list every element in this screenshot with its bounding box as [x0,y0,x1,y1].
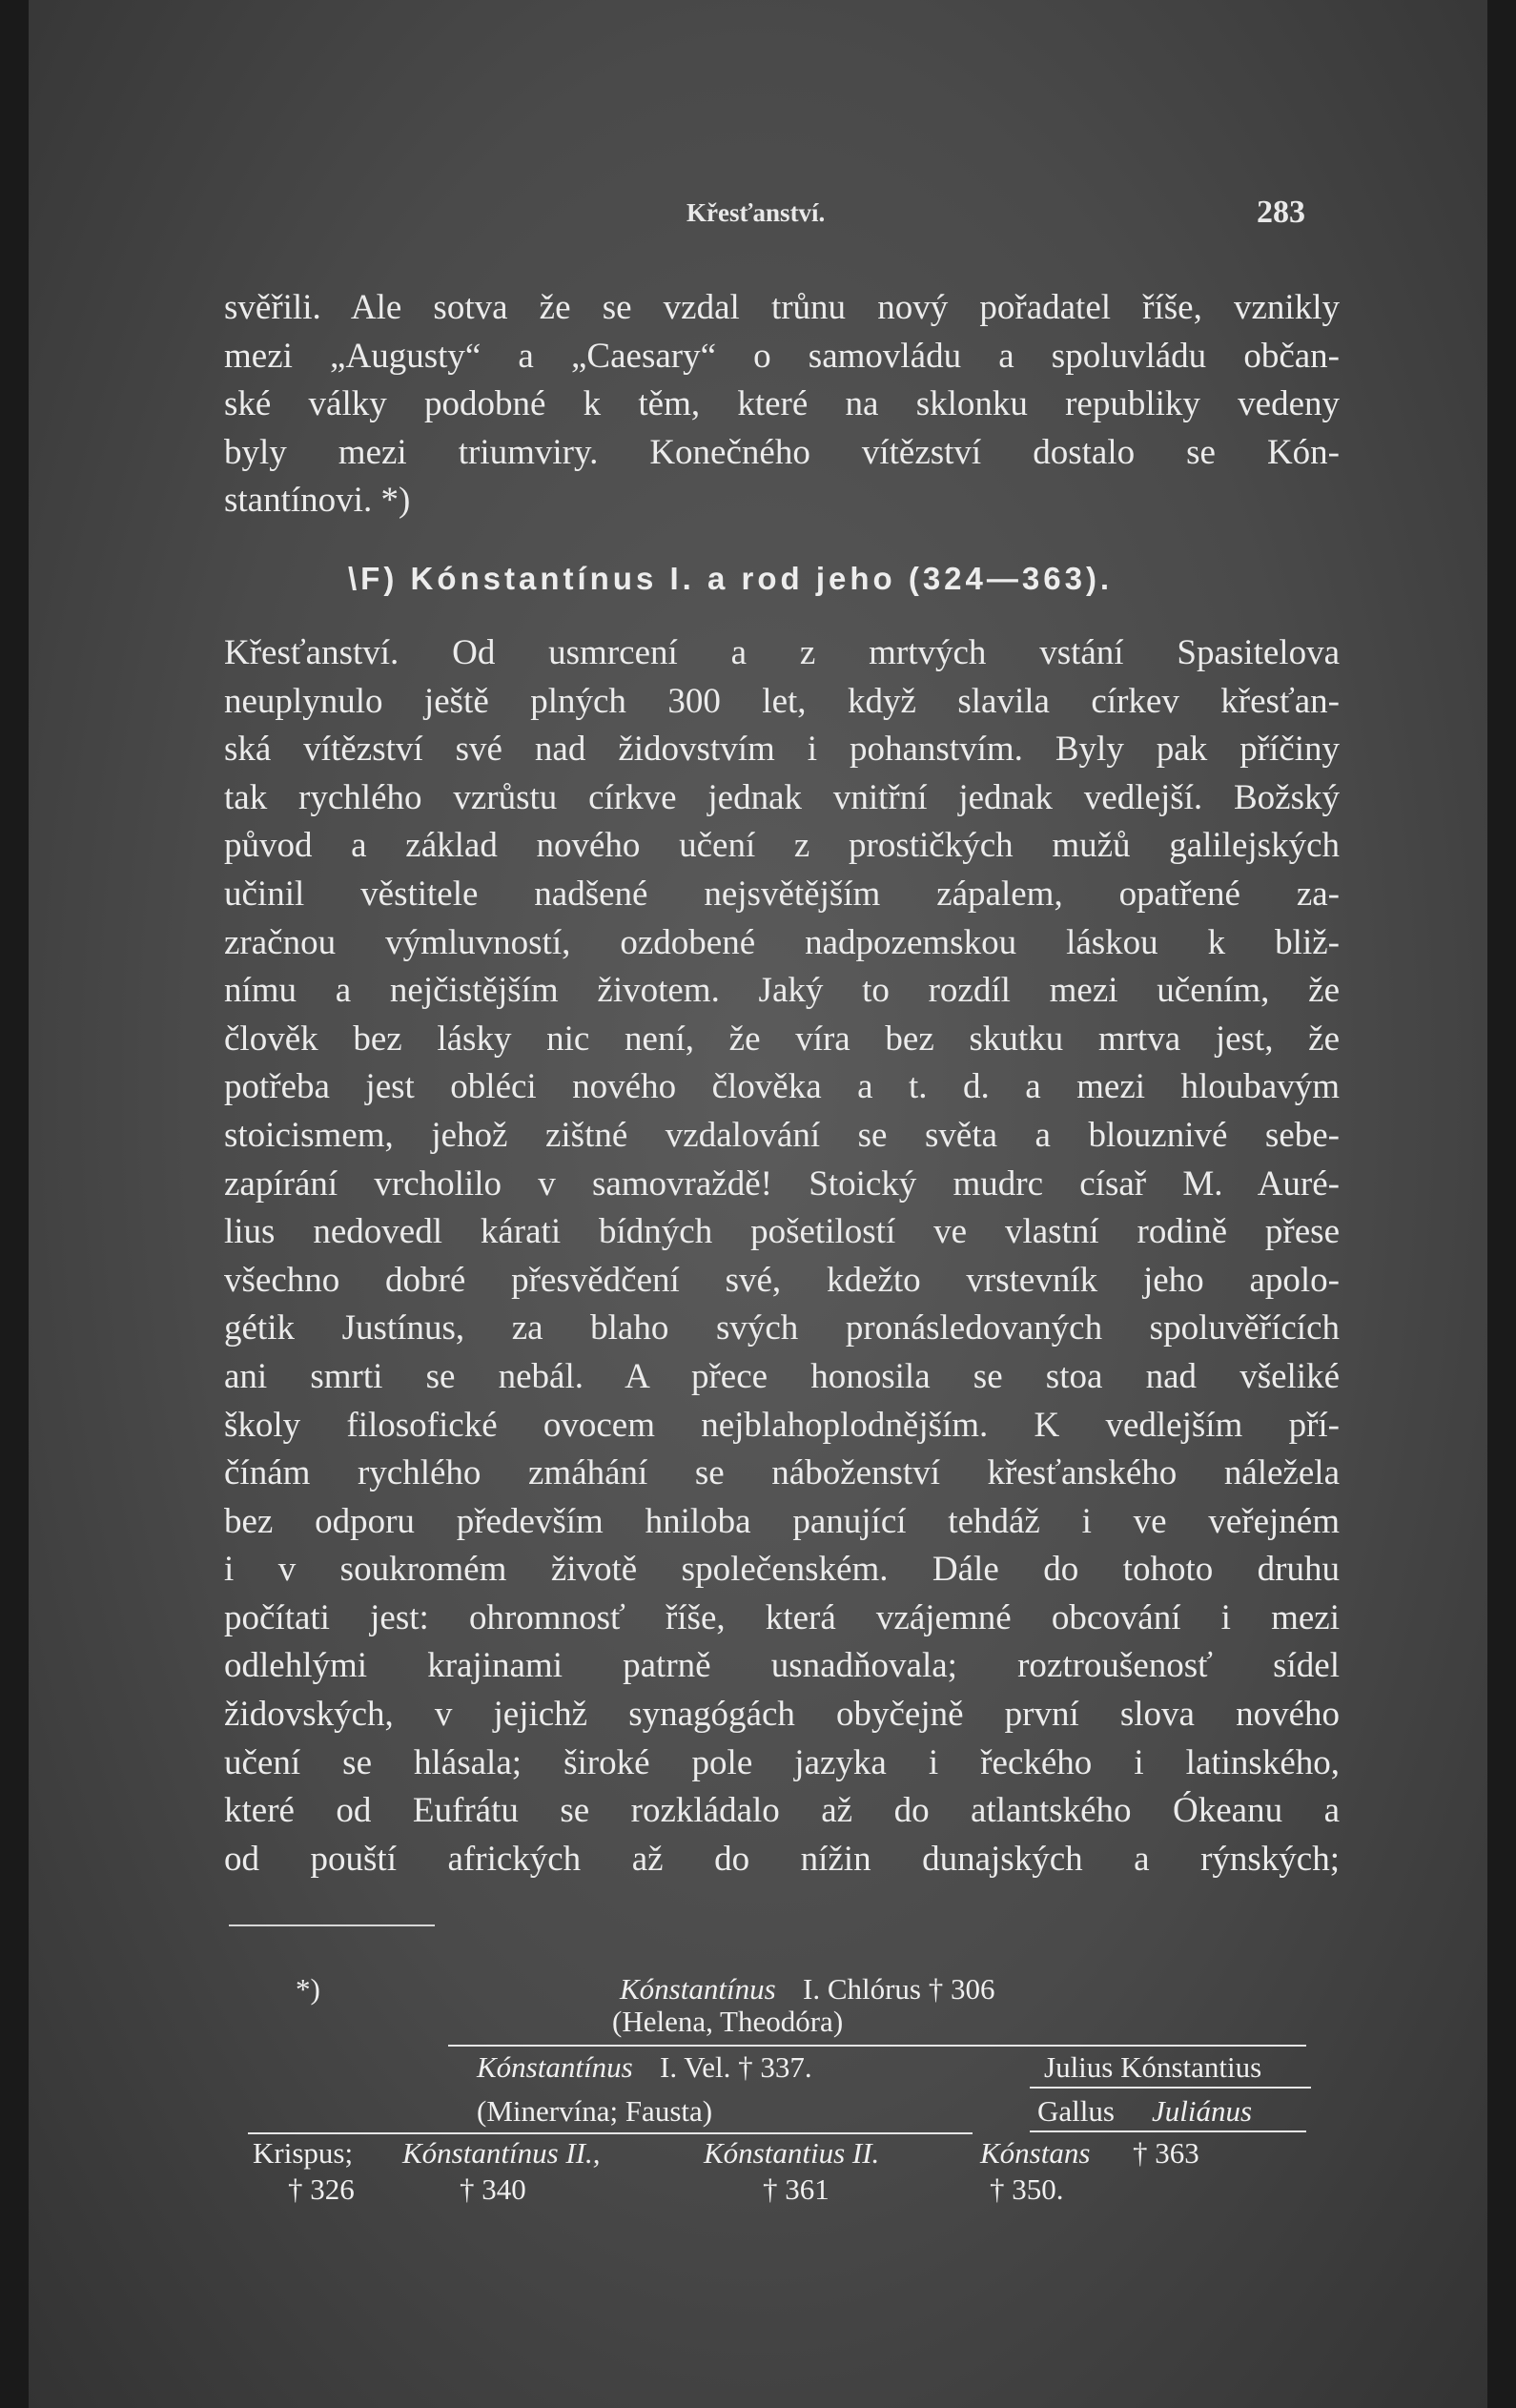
running-title: Křesťanství. [686,198,826,227]
name-krispus: Krispus; [253,2136,354,2170]
text-line: které od Eufrátu se rozkládalo až do atlantského Ókeanu a [224,1791,1340,1831]
text-line: původ a základ nového učení z prostičkých mužů galilejských [224,826,1340,866]
text-line: stoicismem, jehož zištné vzdalování se světa a blouznivé sebe- [224,1115,1340,1155]
text-line: od pouští afrických až do nížin dunajských a rýnských; [224,1839,1340,1879]
julianus-death: † 363 [1133,2136,1199,2170]
name-julius-konstantius: Julius Kónstantius [1044,2050,1262,2084]
text-line: potřeba jest obléci nového člověka a t. d. a mezi hloubavým [224,1067,1340,1107]
text-line: zračnou výmluvností, ozdobené nadpozemskou láskou k bliž- [224,922,1340,962]
text-line: svěřili. Ale sotva že se vzdal trůnu nový pořadatel říše, vznikly [224,288,1340,327]
section-heading: \F) Kónstantínus I. a rod jeho (324—363). [348,561,1114,596]
text-line: mezi „Augusty“ a „Caesary“ o samovládu a spoluvládu občan- [224,336,1340,376]
text-line: učení se hlásala; široké pole jazyka i řeckého i latinského, [224,1742,1340,1782]
text-line: i v soukromém životě společenském. Dále do tohoto druhu [224,1550,1340,1590]
helena-theodora: (Helena, Theodóra) [612,2005,844,2038]
page-number: 283 [1257,195,1305,230]
footnote-rule [229,1924,435,1926]
minervina-fausta: (Minervína; Fausta) [477,2094,713,2128]
name-konstantinus-vel: Kónstantínus [477,2050,633,2084]
text-line: Křesťanství. Od usmrcení a z mrtvých vstání Spasitelova [224,633,1340,672]
tree-line [1030,2087,1311,2089]
name-konstantinus-chlorus: Kónstantínus [620,1972,776,2006]
text-line: byly mezi triumviry. Konečného vítězství dostalo se Kón- [224,432,1340,472]
name-gallus: Gallus [1037,2094,1115,2128]
paragraph-2 [224,629,1340,1883]
text-line: gétik Justínus, za blaho svých pronásledovaných spoluvěřících [224,1308,1340,1348]
name-julianus: Juliánus [1152,2094,1253,2128]
death-361: † 361 [763,2172,830,2206]
death-326: † 326 [288,2172,355,2206]
tree-line [1030,2130,1306,2132]
text-line: učinil věstitele nadšené nejsvětějším zápalem, opatřené za- [224,874,1340,914]
text-line: nímu a nejčistějším životem. Jaký to rozdíl mezi učením, že [224,971,1340,1011]
text-line: ani smrti se nebál. A přece honosila se stoa nad všeliké [224,1356,1340,1396]
text-line: tak rychlého vzrůstu církve jednak vnitřní jednak vedlejší. Božský [224,777,1340,817]
konstantinus-vel-detail: I. Vel. † 337. [660,2050,812,2084]
text-line: bez odporu především hniloba panující tehdáž i ve veřejném [224,1501,1340,1541]
name-konstantinus-ii: Kónstantínus II., [402,2136,601,2170]
name-konstans: Kónstans [980,2136,1091,2170]
footnote-marker: *) [296,1972,320,2006]
text-line: počítati jest: ohromnosť říše, která vzájemné obcování i mezi [224,1597,1340,1637]
tree-line [248,2132,973,2134]
text-line: čínám rychlého zmáhání se náboženství křesťanského náležela [224,1453,1340,1493]
konstantinus-chlorus-detail: I. Chlórus † 306 [803,1972,995,2006]
text-line: školy filosofické ovocem nejblahoplodnějším. K vedlejším pří- [224,1405,1340,1445]
death-340: † 340 [460,2172,526,2206]
text-line: lius nedovedl kárati bídných pošetilostí ve vlastní rodině přese [224,1212,1340,1252]
text-line: všechno dobré přesvědčení své, kdežto vrstevník jeho apolo- [224,1260,1340,1300]
text-line: neuplynulo ještě plných 300 let, když slavila církev křesťan- [224,681,1340,721]
genealogy-footnote [29,1965,1487,2279]
death-350: † 350. [990,2172,1064,2206]
running-header [29,195,1487,237]
paragraph-1 [224,284,1340,525]
name-konstantius-ii: Kónstantius II. [704,2136,880,2170]
tree-line [448,2045,1306,2047]
text-line: ské války podobné k těm, které na sklonku republiky vedeny [224,384,1340,424]
book-page [29,0,1487,2408]
text-line: odlehlými krajinami patrně usnadňovala; roztroušenosť sídel [224,1646,1340,1686]
text-line: židovských, v jejichž synagógách obyčejně první slova nového [224,1695,1340,1735]
text-line: ská vítězství své nad židovstvím i pohanstvím. Byly pak příčiny [224,730,1340,770]
text-line: stantínovi. *) [224,481,411,521]
text-line: člověk bez lásky nic není, že víra bez skutku mrtva jest, že [224,1019,1340,1059]
text-line: zapírání vrcholilo v samovraždě! Stoický mudrc císař M. Auré- [224,1163,1340,1204]
